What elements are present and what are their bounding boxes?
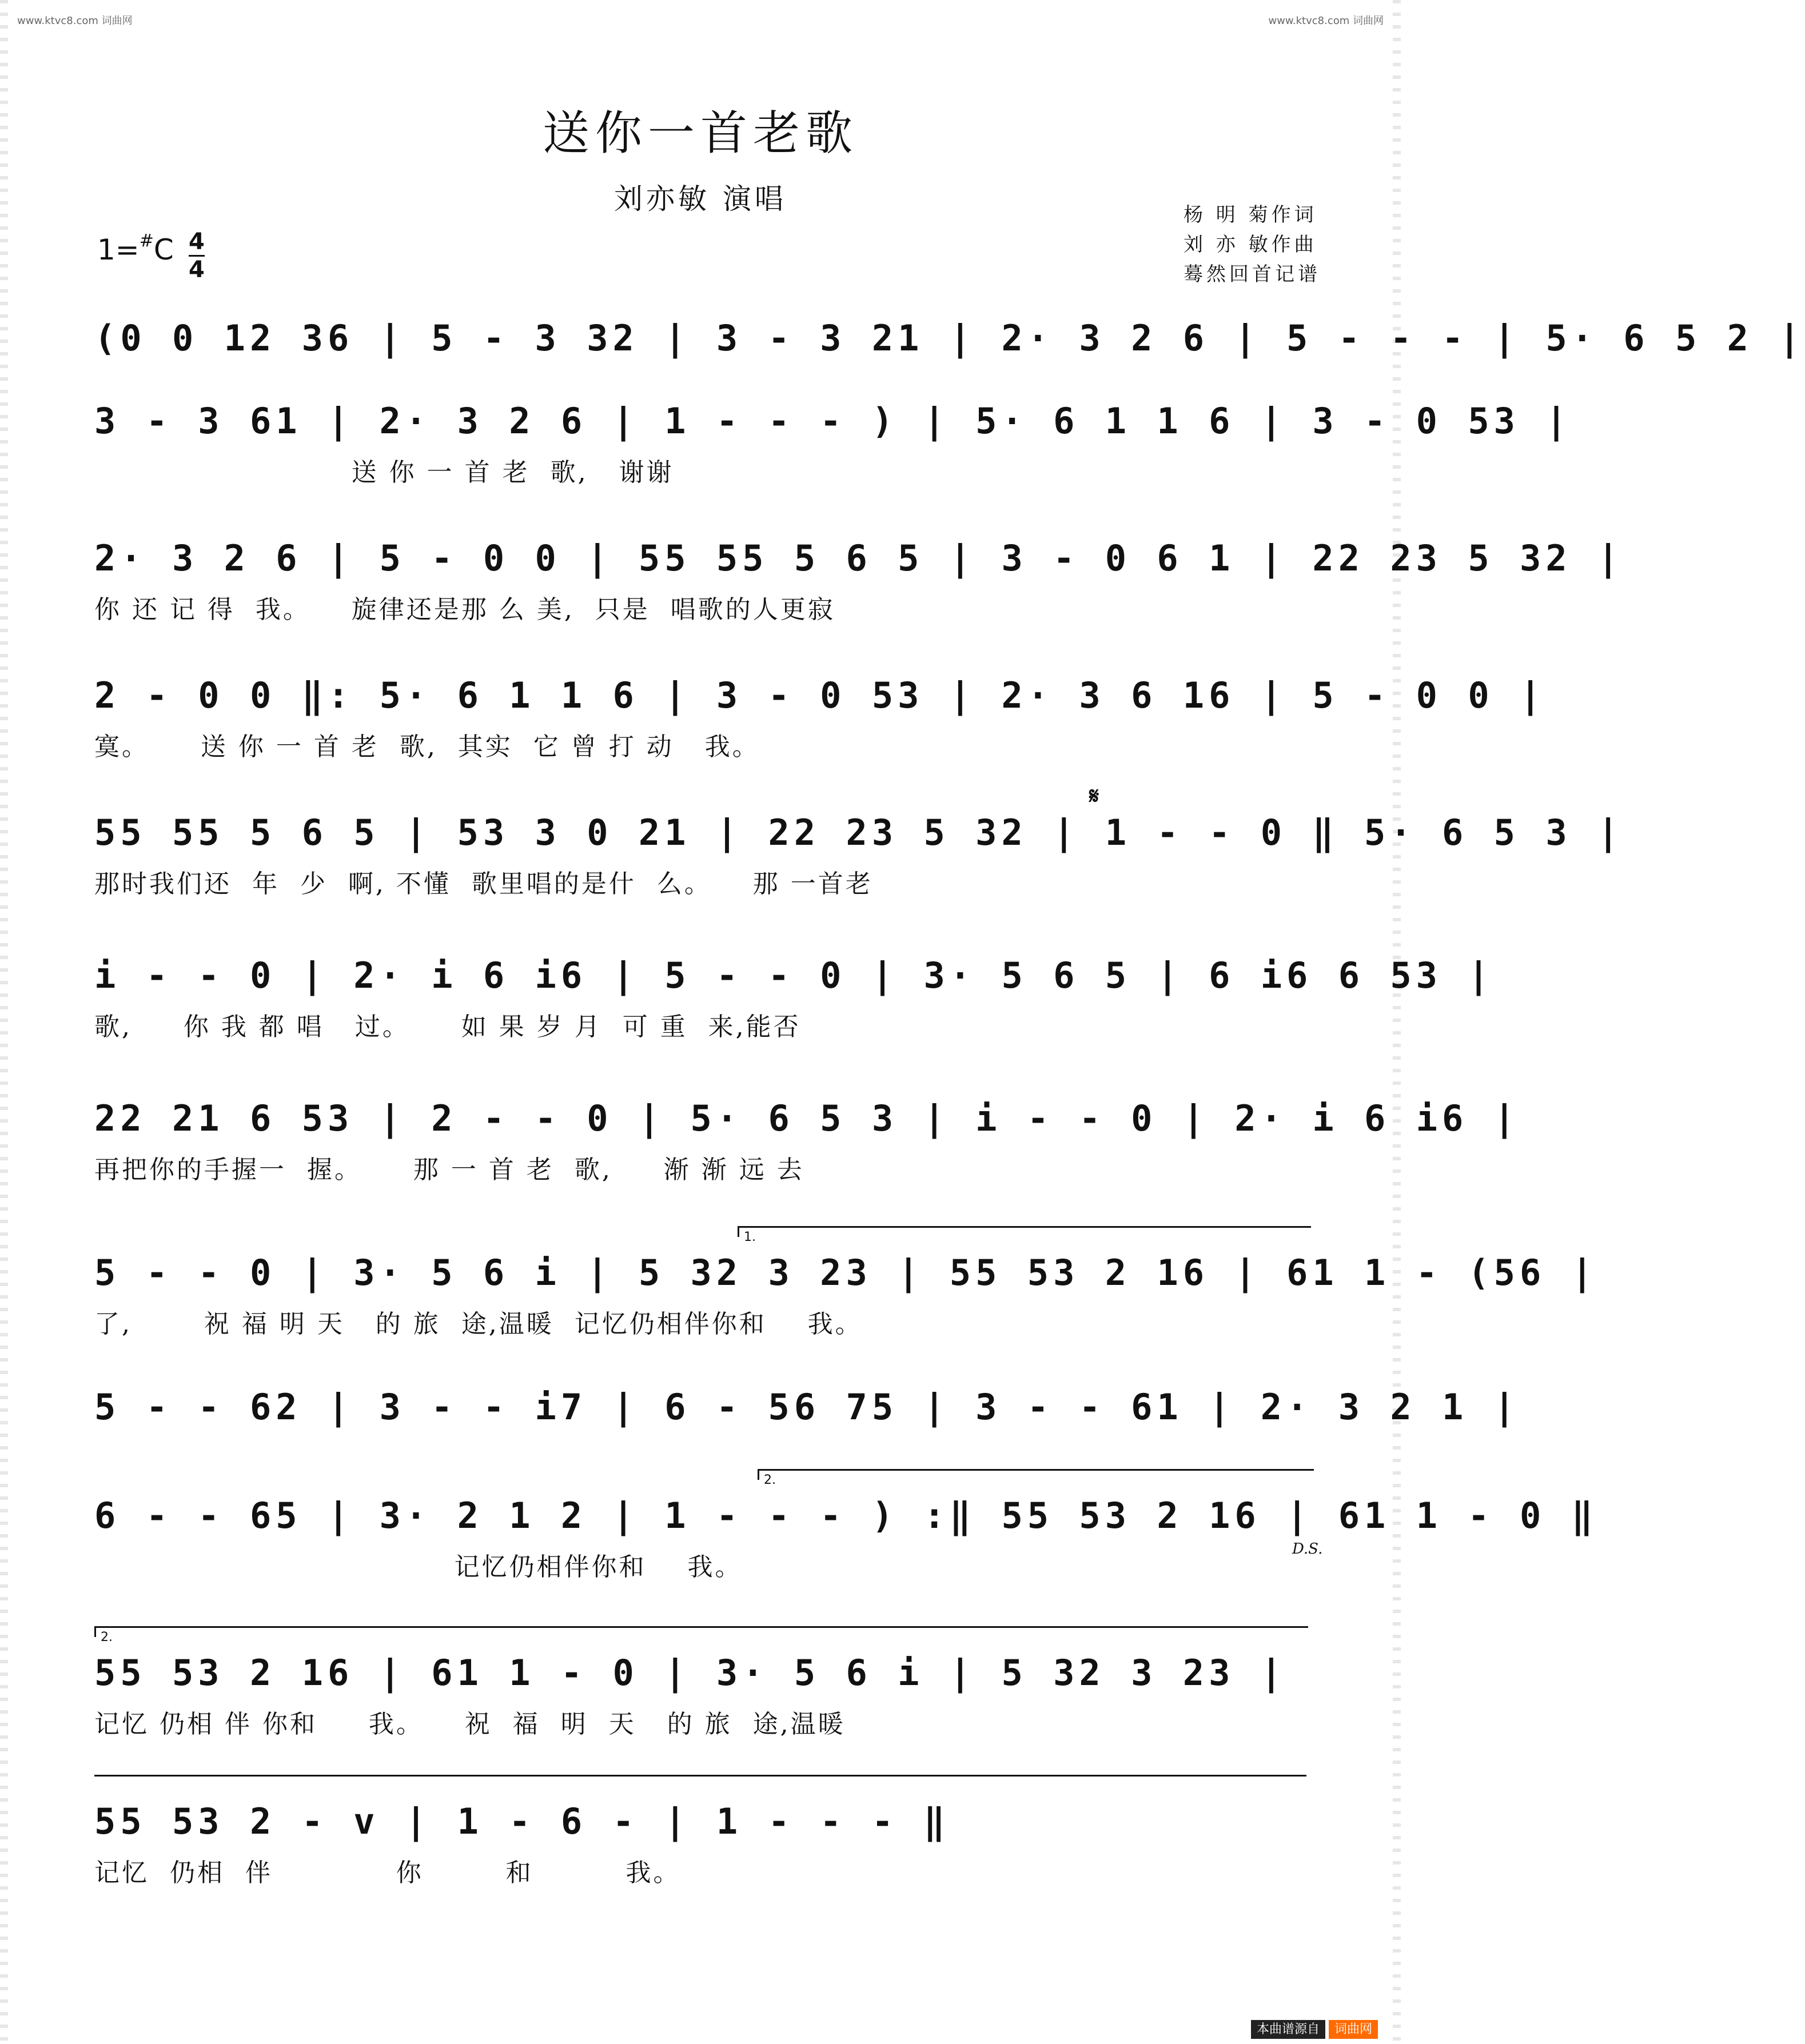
notes-row-8: 5 - - 0 | 3· 5 6 i | 5 32 3 23 | 55 53 2 16 | 61 1 - (56 | [94,1252,1597,1294]
notes-row-2: 3 - 3 61 | 2· 3 2 6 | 1 - - - ) | 5· 6 1 1 6 | 3 - 0 53 | [94,400,1572,442]
lyrics-row-2: 送 你 一 首 老 歌, 谢谢 [94,458,674,487]
notes-row-10: 6 - - 65 | 3· 2 1 2 | 1 - - - ) :‖ 55 53 2 16 | 61 1 - 0 ‖ [94,1495,1597,1536]
lyrics-row-10: 记忆仍相伴你和 我。 [94,1552,743,1582]
key-signature [97,233,174,266]
site-watermark-left: www.ktvc8.com 词曲网 [17,15,133,27]
first-ending-bracket [738,1226,1311,1244]
left-border-strip [0,0,8,2044]
volta-2b-label: 2. [101,1630,113,1644]
singer-credit: 刘亦敏 演唱 [614,182,787,215]
second-ending-bracket [758,1469,1314,1487]
lyrics-row-5: 那时我们还 年 少 啊, 不懂 歌里唱的是什 么。 那 一首老 [94,869,873,899]
notes-row-3: 2· 3 2 6 | 5 - 0 0 | 55 55 5 6 5 | 3 - 0 6 1 | 22 23 5 32 | [94,537,1624,579]
site-watermark-right: www.ktvc8.com 词曲网 [1268,15,1384,27]
lyrics-row-3: 你 还 记 得 我。 旋律还是那 么 美, 只是 唱歌的人更寂 [94,595,835,624]
lyrics-row-8: 了, 祝 福 明 天 的 旅 途,温暖 记忆仍相伴你和 我。 [94,1310,863,1339]
footer-badge [1251,2019,1378,2037]
coda-ending-bracket [94,1626,1308,1644]
notes-row-11: 55 53 2 16 | 61 1 - 0 | 3· 5 6 i | 5 32 3 23 | [94,1652,1287,1694]
notes-row-1: (0 0 12 36 | 5 - 3 32 | 3 - 3 21 | 2· 3 2 6 | 5 - - - | 5· 6 5 2 | [94,317,1805,359]
final-line-bracket [94,1775,1306,1786]
meter-bottom: 4 [189,257,205,283]
credits-block [1184,200,1321,289]
dal-segno-mark: D.S. [1292,1540,1323,1558]
notes-row-9: 5 - - 62 | 3 - - i7 | 6 - 56 75 | 3 - - 61 | 2· 3 2 1 | [94,1386,1520,1428]
lyrics-row-6: 歌, 你 我 都 唱 过。 如 果 岁 月 可 重 来,能否 [94,1012,801,1041]
notes-row-6: i - - 0 | 2· i 6 i6 | 5 - - 0 | 3· 5 6 5 | 6 i6 6 53 | [94,955,1494,996]
segno-sign: 𝄋 [1089,783,1099,809]
composer-credit: 刘 亦 敏作曲 [1184,233,1317,256]
lyrics-row-4: 寞。 送 你 一 首 老 歌, 其实 它 曾 打 动 我。 [94,732,760,761]
notes-row-12: 55 53 2 - v | 1 - 6 - | 1 - - - ‖ [94,1801,950,1842]
transcriber-credit: 蓦然回首记谱 [1184,263,1321,286]
lyrics-row-11: 记忆 仍相 伴 你和 我。 祝 福 明 天 的 旅 途,温暖 [94,1710,846,1739]
time-signature [189,229,205,283]
footer-source-label: 本曲谱源自 [1251,2020,1325,2039]
key-prefix: 1= [97,233,140,266]
notes-row-5: 55 55 5 6 5 | 53 3 0 21 | 22 23 5 32 | 1 - - 0 ‖ 5· 6 5 3 | [94,812,1624,853]
lyrics-row-7: 再把你的手握一 握。 那 一 首 老 歌, 渐 渐 远 去 [94,1155,804,1184]
right-border-strip [1393,0,1401,2044]
volta-1-label: 1. [744,1230,756,1244]
lyrics-row-12: 记忆 仍相 伴 你 和 我。 [94,1858,681,1887]
notes-row-4: 2 - 0 0 ‖: 5· 6 1 1 6 | 3 - 0 53 | 2· 3 6 16 | 5 - 0 0 | [94,674,1546,716]
notes-row-7: 22 21 6 53 | 2 - - 0 | 5· 6 5 3 | i - - 0 | 2· i 6 i6 | [94,1097,1520,1139]
sharp-sign: # [139,231,154,251]
key-note: C [153,233,174,266]
lyricist-credit: 杨 明 菊作词 [1184,203,1317,226]
volta-2a-label: 2. [764,1473,776,1487]
footer-site-logo: 词曲网 [1329,2020,1378,2039]
song-title: 送你一首老歌 [542,106,858,161]
meter-top: 4 [189,229,205,257]
